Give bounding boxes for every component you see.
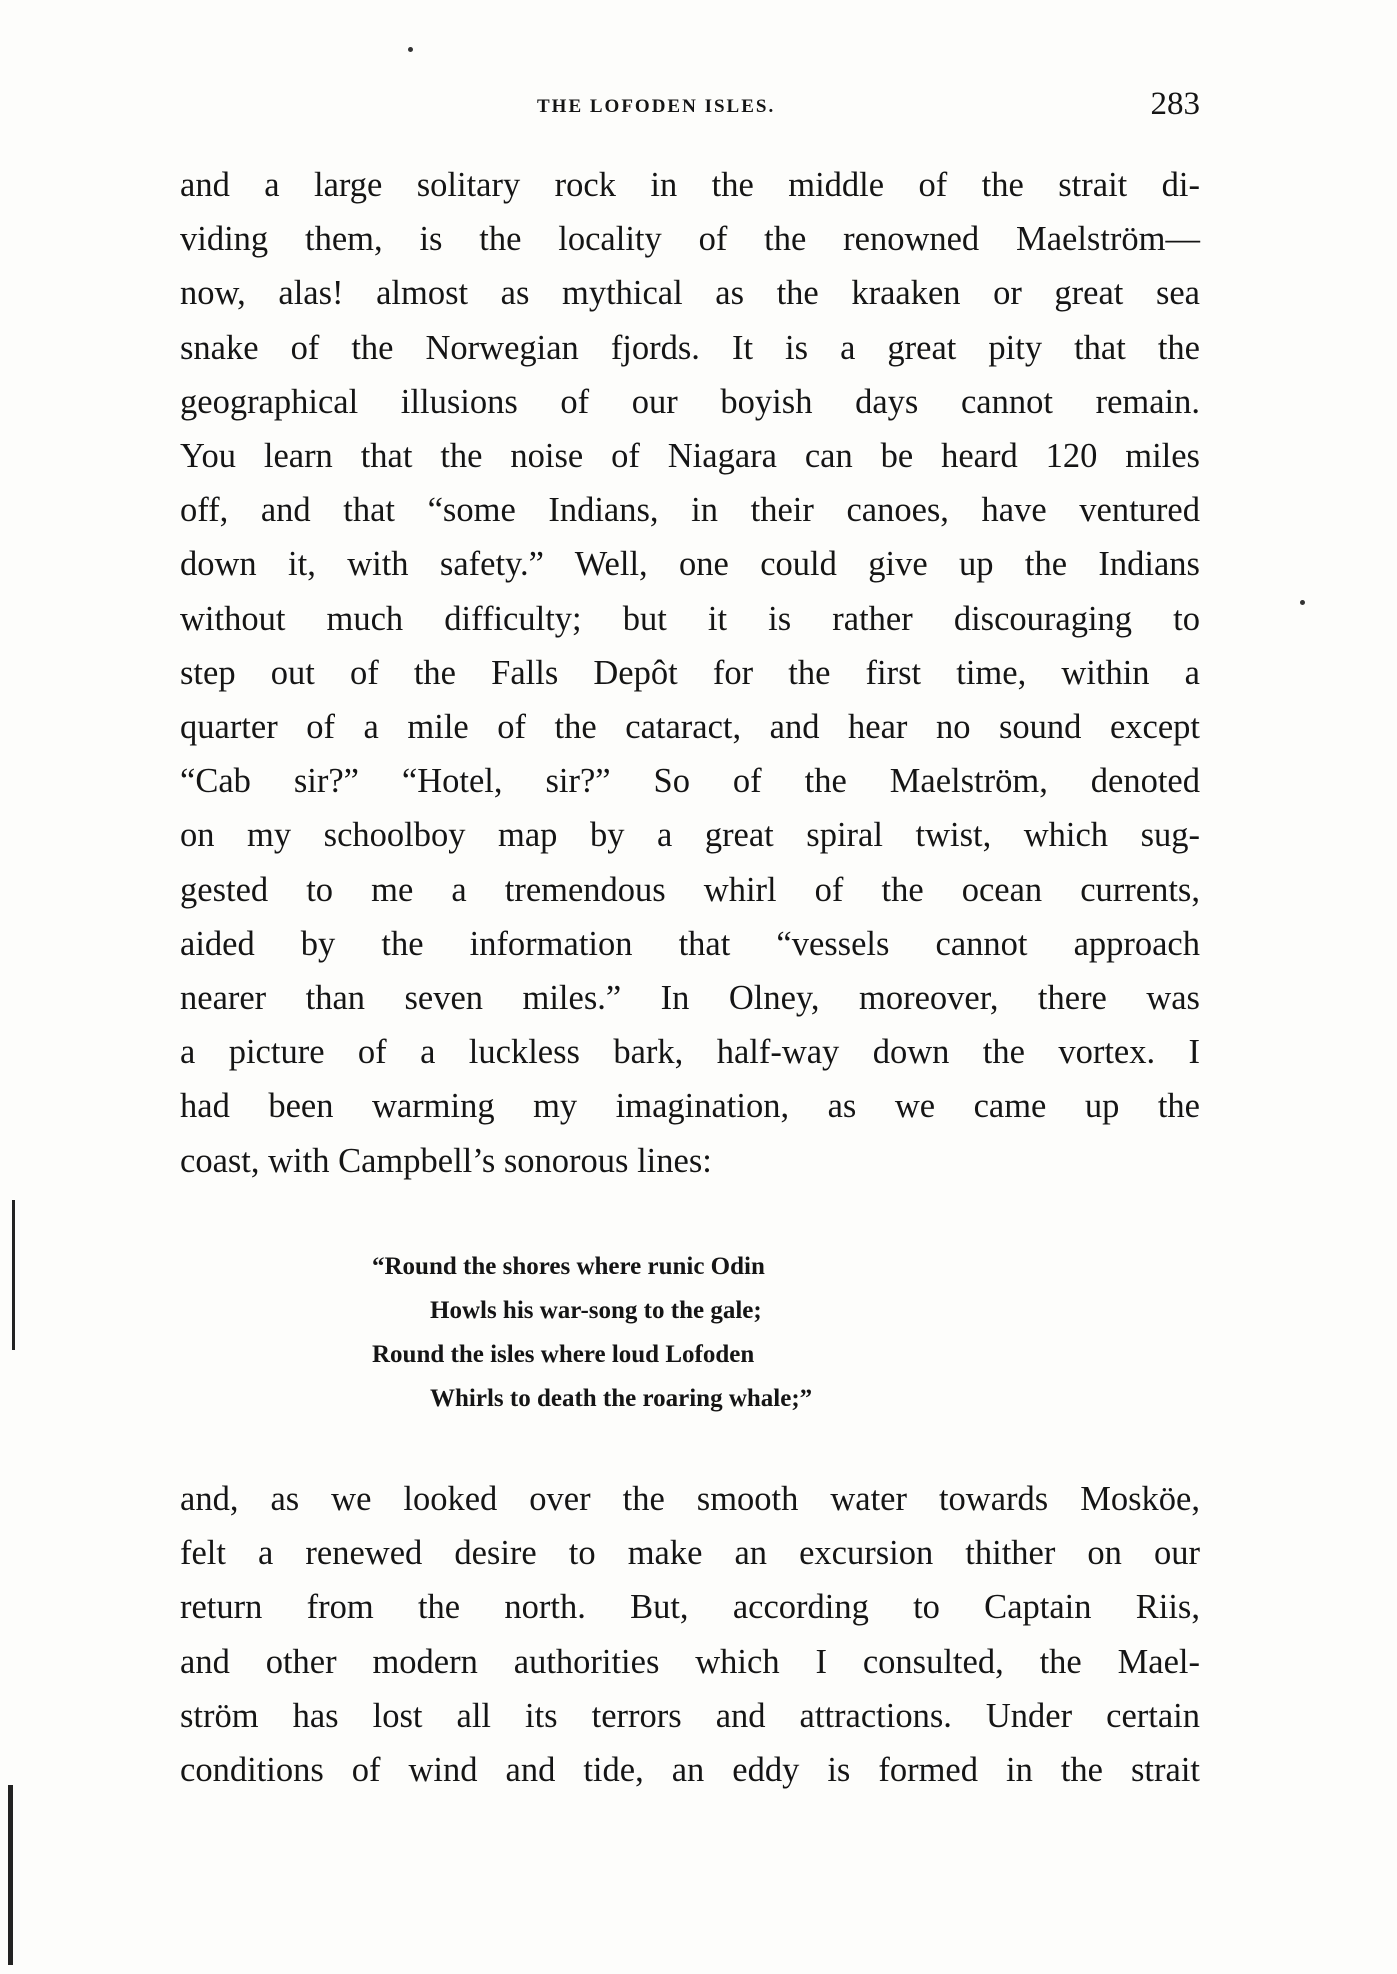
text-line: now, alas! almost as mythical as the kraaken or great sea (180, 274, 1200, 313)
poem-line: Whirls to death the roaring whale;” (430, 1385, 813, 1412)
scan-edge-mark (12, 1200, 15, 1350)
text-line: “Cab sir?” “Hotel, sir?” So of the Maelström, denoted (180, 762, 1200, 801)
ink-speck (408, 47, 413, 52)
text-line: viding them, is the locality of the renowned Maelström— (180, 220, 1200, 259)
paragraph-1 (180, 158, 1200, 1188)
text-line: a picture of a luckless bark, half-way down the vortex. I (180, 1033, 1200, 1072)
scan-edge-mark (8, 1785, 13, 1965)
page-header (180, 86, 1200, 132)
text-line: on my schoolboy map by a great spiral twist, which sug- (180, 816, 1200, 855)
text-line: ström has lost all its terrors and attractions. Under certain (180, 1696, 1200, 1735)
text-line: quarter of a mile of the cataract, and hear no sound except (180, 708, 1200, 747)
text-line: had been warming my imagination, as we came up the (180, 1087, 1200, 1126)
poem-line: “Round the shores where runic Odin (372, 1253, 765, 1280)
text-line: felt a renewed desire to make an excursion thither on our (180, 1534, 1200, 1573)
text-line: aided by the information that “vessels cannot approach (180, 924, 1200, 963)
text-line: and, as we looked over the smooth water towards Moskö​e, (180, 1480, 1200, 1518)
text-line: conditions of wind and tide, an eddy is formed in the strait (180, 1751, 1200, 1790)
text-line: coast, with Campbell’s sonorous lines: (180, 1141, 712, 1180)
poem-line: Round the isles where loud Lofoden (372, 1341, 755, 1368)
paragraph-2 (180, 1472, 1200, 1797)
text-line: nearer than seven miles.” In Olney, moreover, there was (180, 979, 1200, 1018)
text-line: geographical illusions of our boyish days cannot remain. (180, 382, 1200, 421)
text-line: step out of the Falls Depôt for the first time, within a (180, 653, 1200, 692)
page-number: 283 (1150, 86, 1200, 122)
text-line: and a large solitary rock in the middle of the strait di- (180, 166, 1200, 204)
ink-speck (1300, 600, 1305, 605)
text-line: return from the north. But, according to Captain Riis, (180, 1588, 1200, 1627)
text-line: without much difficulty; but it is rather discouraging to (180, 599, 1200, 638)
running-head: THE LOFODEN ISLES. (537, 96, 776, 117)
text-line: You learn that the noise of Niagara can be heard 120 miles (180, 437, 1200, 476)
text-line: down it, with safety.” Well, one could give up the Indians (180, 545, 1200, 584)
poem-quotation (372, 1245, 812, 1421)
text-line: snake of the Norwegian fjords. It is a great pity that the (180, 328, 1200, 367)
poem-line: Howls his war-song to the gale; (430, 1297, 762, 1324)
text-line: and other modern authorities which I consulted, the Mael- (180, 1642, 1200, 1681)
text-line: off, and that “some Indians, in their canoes, have ventured (180, 491, 1200, 530)
text-line: gested to me a tremendous whirl of the ocean currents, (180, 870, 1200, 909)
